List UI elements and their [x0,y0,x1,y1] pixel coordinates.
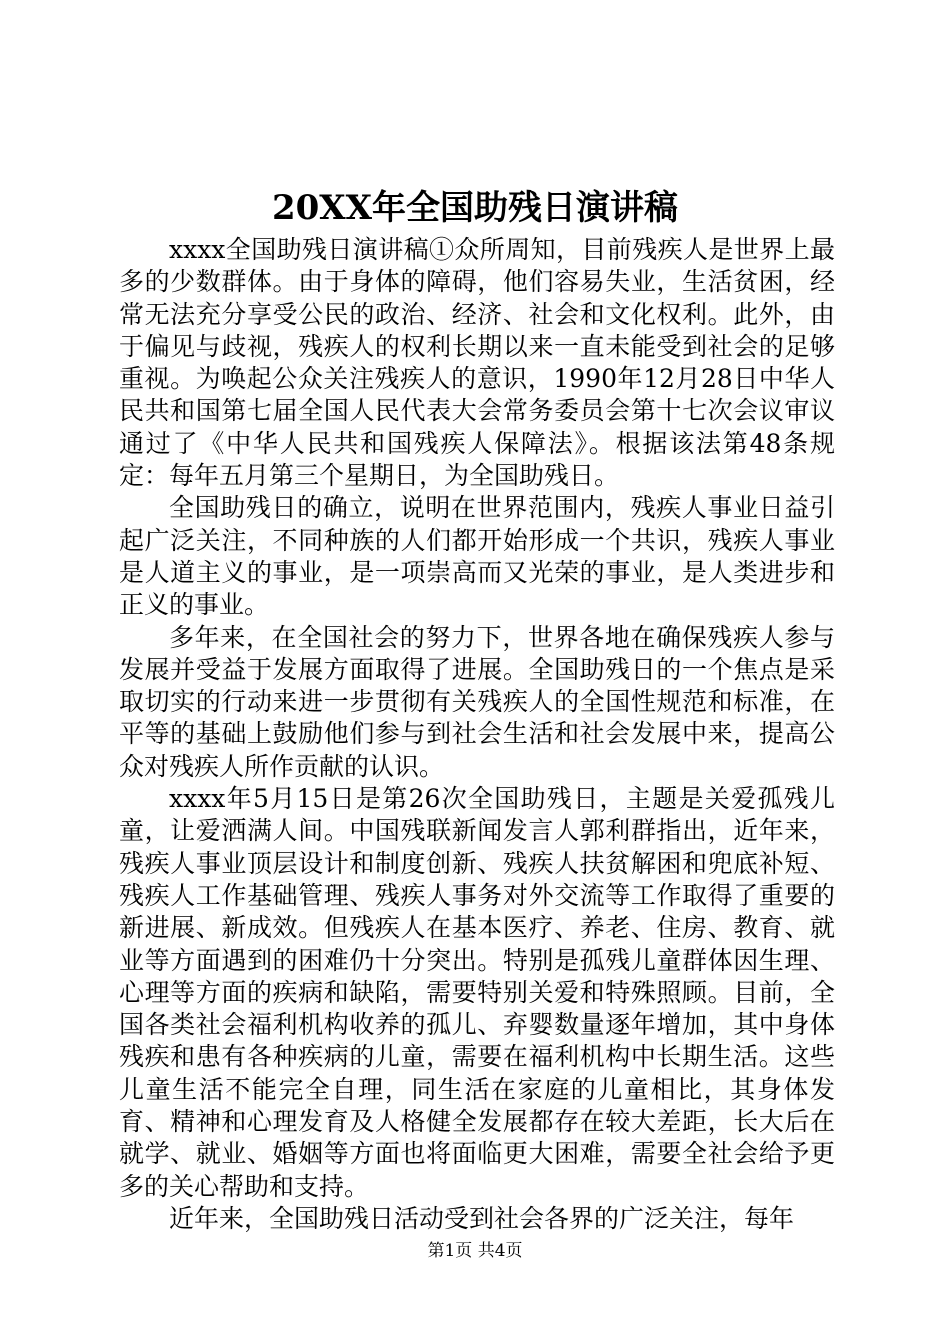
paragraph: 多年来，在全国社会的努力下，世界各地在确保残疾人参与发展并受益于发展方面取得了进展。全国助残日的一个焦点是采取切实的行动来进一步贯彻有关残疾人的全国性规范和标准，在平等的基础上鼓励他们参与到社会生活和社会发展中来，提高公众对残疾人所作贡献的认识。 [119,622,835,781]
document-body [119,234,835,1235]
paragraph: xxxx全国助残日演讲稿①众所周知，目前残疾人是世界上最多的少数群体。由于身体的障碍，他们容易失业，生活贫困，经常无法充分享受公民的政治、经济、社会和文化权利。此外，由于偏见与歧视，残疾人的权利长期以来一直未能受到社会的足够重视。为唤起公众关注残疾人的意识，1990年12月28日中华人民共和国第七届全国人民代表大会常务委员会第十七次会议审议通过了《中华人民共和国残疾人保障法》。根据该法第48条规定：每年五月第三个星期日，为全国助残日。 [119,235,835,491]
document-title: 20XX年全国助残日演讲稿 [271,188,679,228]
page-number-footer: 第1页 共4页 [427,1241,523,1261]
paragraph: 近年来，全国助残日活动受到社会各界的广泛关注，每年 [169,1203,795,1233]
paragraph: xxxx年5月15日是第26次全国助残日，主题是关爱孤残儿童，让爱洒满人间。中国残联新闻发言人郭利群指出，近年来，残疾人事业顶层设计和制度创新、残疾人扶贫解困和兜底补短、残疾人工作基础管理、残疾人事务对外交流等工作取得了重要的新进展、新成效。但残疾人在基本医疗、养老、住房、教育、就业等方面遇到的困难仍十分突出。特别是孤残儿童群体因生理、心理等方面的疾病和缺陷，需要特别关爱和特殊照顾。目前，全国各类社会福利机构收养的孤儿、弃婴数量逐年增加，其中身体残疾和患有各种疾病的儿童，需要在福利机构中长期生活。这些儿童生活不能完全自理，同生活在家庭的儿童相比，其身体发育、精神和心理发育及人格健全发展都存在较大差距，长大后在就学、就业、婚姻等方面也将面临更大困难，需要全社会给予更多的关心帮助和支持。 [119,784,835,1201]
paragraph: 全国助残日的确立，说明在世界范围内，残疾人事业日益引起广泛关注，不同种族的人们都开始形成一个共识，残疾人事业是人道主义的事业，是一项崇高而又光荣的事业，是人类进步和正义的事业。 [119,493,835,620]
